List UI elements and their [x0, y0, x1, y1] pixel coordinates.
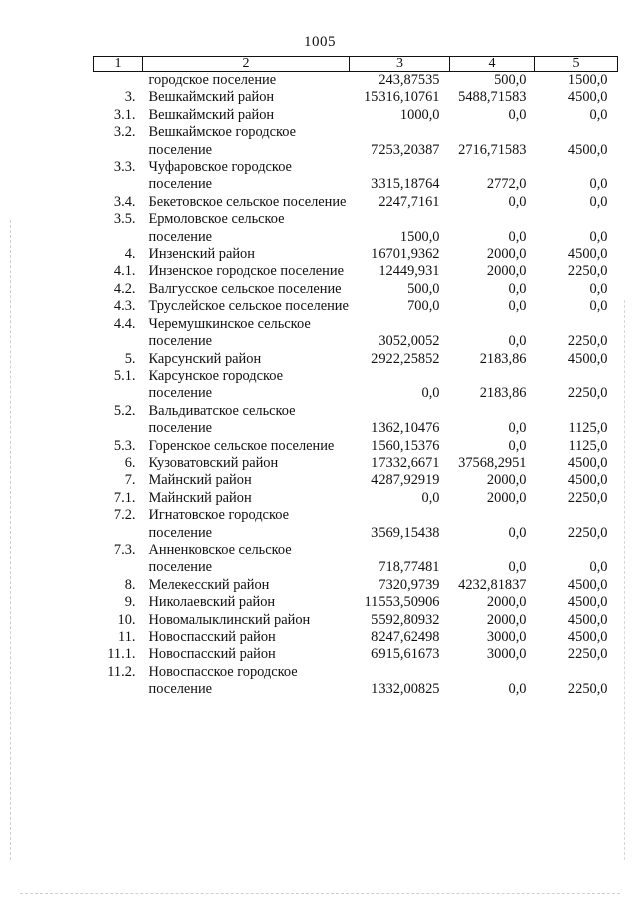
row-value-col3: 1560,15376 [371, 437, 440, 454]
row-number: 9. [124, 594, 136, 611]
row-value-col3: 1362,10476 [371, 420, 440, 437]
row-value-col4: 2000,0 [486, 594, 527, 611]
row-number: 3.4. [113, 193, 136, 210]
row-name: Мелекесский район [148, 576, 270, 593]
table-row [94, 594, 618, 611]
row-name: Труслейское сельское поселение [148, 298, 349, 315]
row-number: 8. [124, 576, 136, 593]
row-value-col5: 1125,0 [568, 437, 608, 454]
row-value-col5: 4500,0 [567, 472, 608, 489]
table-row [94, 472, 618, 489]
row-value-col4: 2000,0 [486, 472, 527, 489]
row-value-col4: 2183,86 [479, 350, 527, 367]
row-value-col4: 0,0 [508, 228, 527, 245]
table-body [94, 72, 618, 699]
row-value-col3: 243,87535 [378, 72, 440, 88]
row-value-col4: 3000,0 [486, 629, 527, 645]
row-number: 7. [124, 472, 136, 489]
row-name: Инзенский район [148, 246, 255, 263]
table-row [94, 72, 618, 90]
row-name: Вешкаймское городское поселение [148, 124, 296, 158]
row-value-col3: 11553,50906 [364, 594, 440, 611]
row-name: Новоспасский район [148, 629, 276, 645]
row-number: 4.3. [113, 298, 136, 315]
row-value-col4: 2183,86 [479, 385, 527, 402]
row-value-col3: 2247,7161 [378, 193, 440, 210]
row-number: 10. [117, 611, 136, 628]
table-row [94, 577, 618, 594]
row-value-col3: 17332,6671 [371, 454, 440, 471]
row-number: 4.1. [113, 263, 136, 280]
row-value-col3: 500,0 [407, 280, 440, 297]
row-value-col5: 2250,0 [567, 646, 608, 663]
scan-edge-right [624, 300, 626, 860]
row-number: 3.2. [113, 124, 136, 141]
table-row [94, 455, 618, 472]
row-number: 4. [124, 246, 136, 263]
row-value-col3: 15316,10761 [363, 89, 440, 106]
row-name: Чуфаровское городское поселение [148, 159, 292, 193]
row-name: Черемушкинское сельское поселение [148, 315, 311, 350]
row-value-col5: 1500,0 [567, 72, 608, 88]
table-row [94, 316, 618, 351]
row-value-col5: 4500,0 [567, 594, 608, 611]
row-value-col5: 2250,0 [567, 333, 608, 350]
row-number: 3. [124, 89, 136, 106]
row-number [94, 72, 143, 90]
row-number: 7.3. [113, 541, 136, 558]
row-name: Бекетовское сельское поселение [148, 193, 347, 210]
row-number: 11.1. [107, 646, 136, 663]
row-value-col4: 2000,0 [486, 263, 527, 280]
row-value-col4: 2000,0 [486, 246, 527, 263]
header-col-4: 4 [450, 57, 535, 72]
row-value-col5: 4500,0 [567, 89, 608, 106]
row-value-col4: 0,0 [508, 524, 527, 541]
table-row [94, 89, 618, 106]
row-name: Игнатовское городское поселение [148, 507, 289, 541]
table-row [94, 403, 618, 438]
table-row [94, 490, 618, 507]
row-value-col3: 5592,80932 [371, 611, 440, 628]
table-row [94, 194, 618, 211]
row-value-col5: 0,0 [589, 280, 608, 297]
row-value-col5: 4500,0 [567, 141, 608, 158]
row-value-col3: 7320,9739 [378, 576, 440, 593]
page-number: 1005 [304, 34, 336, 50]
row-value-col5: 2250,0 [567, 489, 608, 506]
row-value-col4: 0,0 [508, 333, 527, 350]
row-number: 7.1. [113, 489, 136, 506]
row-value-col5: 4500,0 [567, 629, 608, 645]
row-name: Новоспасское городское поселение [148, 663, 298, 698]
row-number: 4.2. [113, 280, 136, 297]
row-number: 5.3. [113, 437, 136, 454]
row-value-col3: 7253,20387 [371, 141, 440, 158]
row-value-col4: 4232,81837 [458, 576, 527, 593]
table-row [94, 124, 618, 159]
row-number: 11.2. [107, 663, 136, 680]
table-row [94, 664, 618, 699]
row-name: Новомалыклинский район [148, 611, 311, 628]
table-row [94, 298, 618, 315]
row-value-col5: 0,0 [589, 106, 608, 123]
row-value-col3: 0,0 [421, 489, 440, 506]
row-value-col3: 1332,00825 [371, 681, 440, 698]
row-value-col3: 0,0 [421, 385, 440, 402]
row-value-col5: 0,0 [589, 193, 608, 210]
row-value-col4: 3000,0 [486, 646, 527, 663]
table-row [94, 246, 618, 263]
scan-edge-bottom [20, 893, 620, 895]
row-name: Инзенское городское поселение [148, 263, 344, 280]
row-name: Новоспасский район [148, 646, 276, 663]
row-value-col4: 0,0 [508, 420, 527, 437]
row-name: Валгусское сельское поселение [148, 280, 342, 297]
row-value-col5: 0,0 [589, 228, 608, 245]
row-number: 3.5. [113, 211, 136, 228]
header-col-5: 5 [535, 57, 618, 72]
header-col-1: 1 [94, 57, 143, 72]
table-row [94, 211, 618, 246]
row-value-col3: 1500,0 [399, 228, 440, 245]
row-value-col3: 3052,0052 [378, 333, 440, 350]
row-value-col4: 500,0 [494, 72, 527, 88]
row-number: 4.4. [113, 315, 136, 332]
row-value-col5: 4500,0 [567, 576, 608, 593]
row-value-col4: 2772,0 [486, 176, 527, 193]
row-name: Кузоватовский район [148, 454, 279, 471]
table-row [94, 646, 618, 663]
row-value-col3: 2922,25852 [371, 350, 440, 367]
row-value-col4: 2000,0 [486, 489, 527, 506]
row-value-col4: 37568,2951 [458, 454, 527, 471]
row-number: 5.1. [113, 367, 136, 384]
row-value-col5: 2250,0 [567, 681, 608, 698]
row-name: Майнский район [148, 489, 252, 506]
table-row [94, 263, 618, 280]
row-value-col5: 0,0 [589, 176, 608, 193]
row-value-col4: 0,0 [508, 280, 527, 297]
row-value-col3: 6915,61673 [371, 646, 440, 663]
row-value-col3: 700,0 [407, 298, 440, 315]
row-value-col5: 2250,0 [567, 263, 608, 280]
row-value-col4: 0,0 [508, 193, 527, 210]
table-row [94, 107, 618, 124]
row-value-col5: 1125,0 [568, 420, 608, 437]
row-name: Вешкаймский район [148, 89, 275, 106]
row-value-col4: 2716,71583 [458, 141, 527, 158]
header-col-2: 2 [143, 57, 350, 72]
row-value-col4: 0,0 [508, 298, 527, 315]
row-value-col3: 16701,9362 [371, 246, 440, 263]
row-value-col4: 2000,0 [486, 611, 527, 628]
row-value-col3: 3315,18764 [371, 176, 440, 193]
row-value-col5: 2250,0 [567, 385, 608, 402]
row-number: 3.3. [113, 159, 136, 176]
row-name: Анненковское сельское поселение [148, 541, 292, 576]
row-value-col3: 1000,0 [399, 106, 440, 123]
row-value-col5: 4500,0 [567, 454, 608, 471]
row-value-col3: 12449,931 [378, 263, 440, 280]
scan-edge-left [10, 220, 12, 860]
row-name: Карсунский район [148, 350, 262, 367]
row-name: Вальдиватское сельское поселение [148, 402, 296, 437]
row-number: 5.2. [113, 402, 136, 419]
row-value-col5: 0,0 [589, 298, 608, 315]
row-value-col4: 0,0 [508, 681, 527, 698]
row-number: 6. [124, 454, 136, 471]
row-value-col3: 8247,62498 [371, 629, 440, 645]
row-name: Горенское сельское поселение [148, 437, 335, 454]
table-row [94, 542, 618, 577]
row-name: Николаевский район [148, 594, 276, 611]
row-name: Майнский район [148, 472, 252, 489]
row-value-col5: 0,0 [589, 559, 608, 576]
row-number: 11. [118, 629, 136, 645]
table-row [94, 438, 618, 455]
header-col-3: 3 [350, 57, 450, 72]
table-row [94, 612, 618, 629]
table-row [94, 368, 618, 403]
table-row [94, 351, 618, 368]
row-value-col5: 4500,0 [567, 611, 608, 628]
table-row [94, 159, 618, 194]
row-number: 3.1. [113, 106, 136, 123]
row-name: Карсунское городское поселение [148, 367, 284, 402]
table-row [94, 507, 618, 542]
row-name: городское поселение [148, 72, 277, 88]
row-value-col3: 4287,92919 [371, 472, 440, 489]
row-value-col4: 5488,71583 [458, 89, 527, 106]
row-value-col5: 2250,0 [567, 524, 608, 541]
row-value-col5: 4500,0 [567, 246, 608, 263]
table-row [94, 629, 618, 646]
row-name: Вешкаймский район [148, 106, 275, 123]
row-value-col4: 0,0 [508, 437, 527, 454]
row-value-col3: 718,77481 [378, 559, 440, 576]
row-number: 7.2. [113, 507, 136, 524]
row-name: Ермоловское сельское поселение [148, 211, 285, 245]
row-value-col4: 0,0 [508, 106, 527, 123]
row-value-col4: 0,0 [508, 559, 527, 576]
table-row [94, 281, 618, 298]
budget-table [93, 56, 618, 699]
row-value-col5: 4500,0 [567, 350, 608, 367]
row-value-col3: 3569,15438 [371, 524, 440, 541]
table-header [94, 57, 618, 72]
row-number: 5. [124, 350, 136, 367]
